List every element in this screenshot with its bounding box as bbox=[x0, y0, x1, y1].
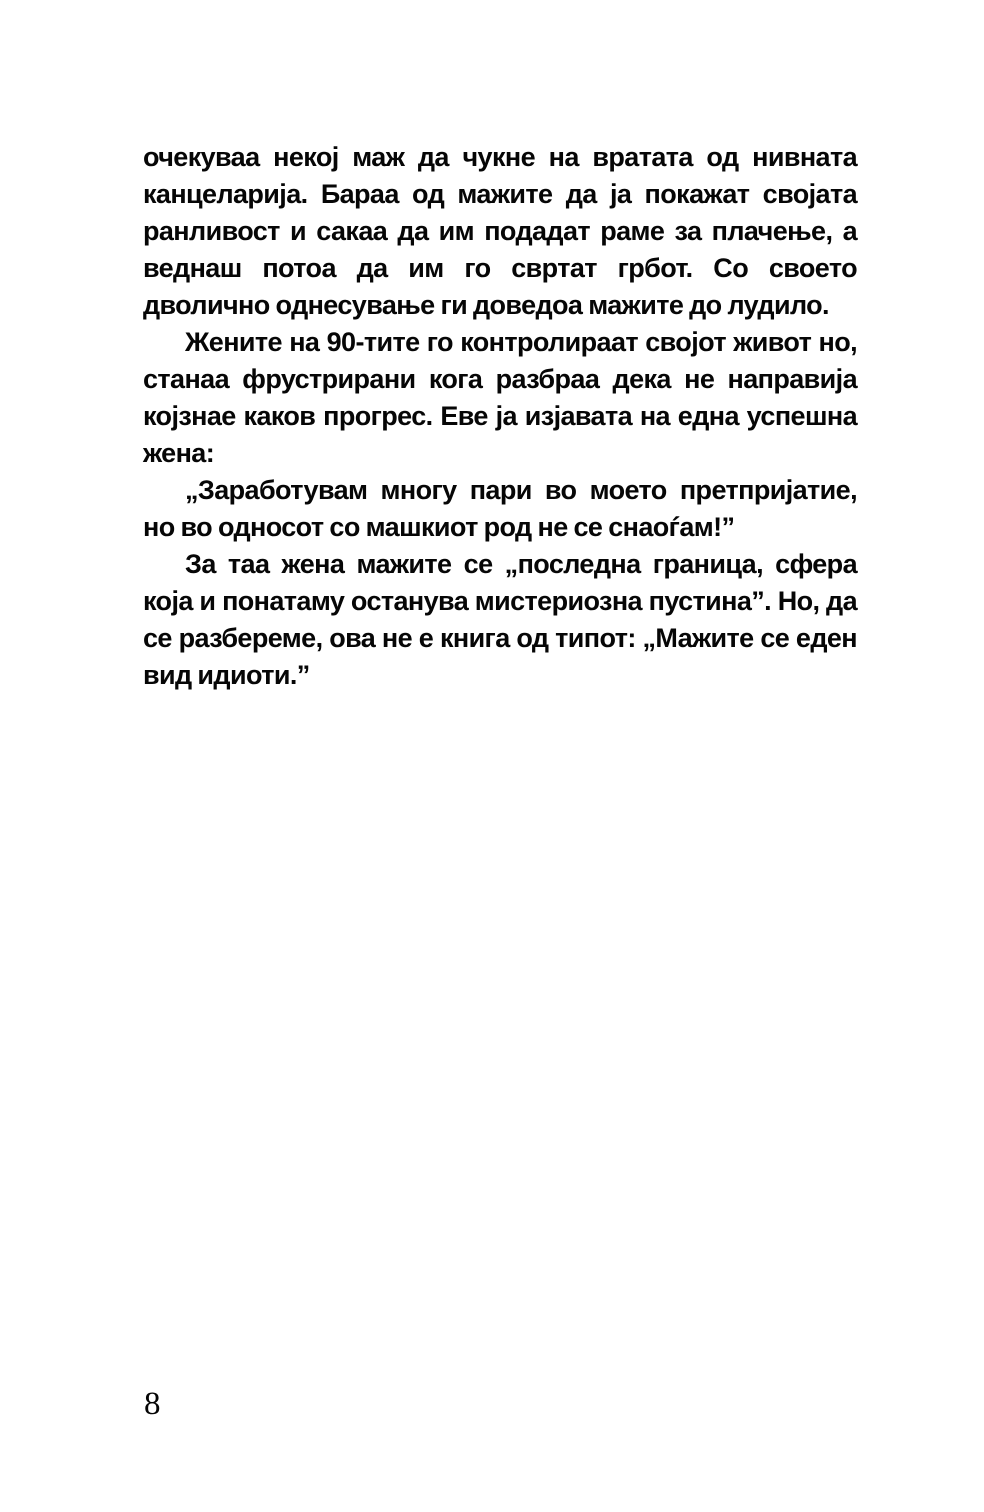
paragraph: За таа жена мажите се „последна граница, сфера која и понатаму останува мистериозна пустина”. Но, да се разбереме, ова не е книга од типот: „Мажите се еден вид идиоти.” bbox=[143, 549, 857, 690]
paragraph: Жените на 90-тите го контролираат својот живот но, станаа фрустрирани кога разбраа дека не направија којзнае каков прогрес. Еве ја изјавата на една успешна жена: bbox=[143, 327, 857, 468]
paragraph: очекуваа некој маж да чукне на вратата од нивната канцеларија. Бараа од мажите да ја покажат својата ранливост и сакаа да им подадат раме за плачење, а веднаш потоа да им го свртат грбот. Со своето дволично однесување ги доведоа мажите до лудило. bbox=[143, 142, 857, 320]
page-number: 8 bbox=[144, 1386, 161, 1422]
paragraph: „Заработувам многу пари во моето претпријатие, но во односот со машкиот род не се снаоѓам!” bbox=[143, 475, 857, 542]
body-text bbox=[143, 139, 857, 694]
